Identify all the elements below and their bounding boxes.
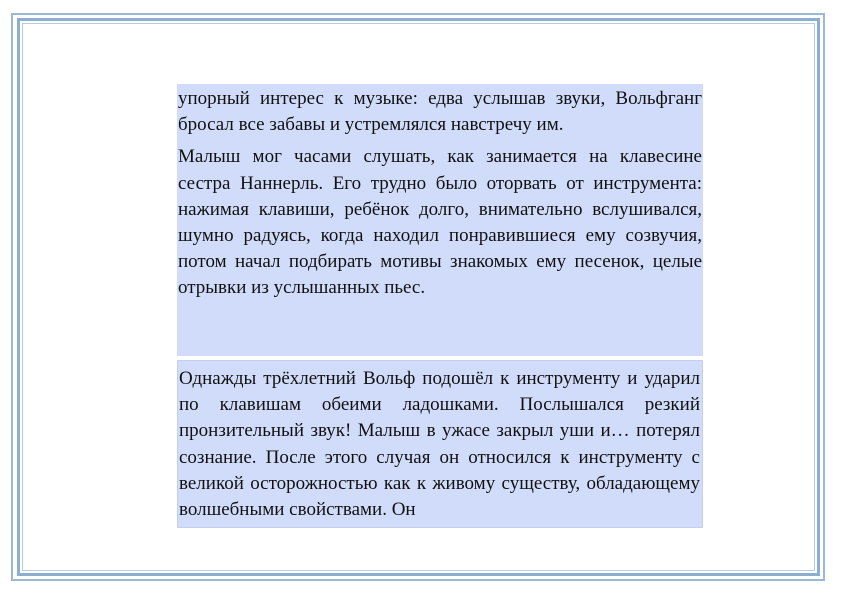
paragraph-listening-sister: Малыш мог часами слушать, как занимается на клавесине сестра Наннерль. Его трудно было оторвать от инструмента: нажимая клавиши, ребёнок долго, внимательно вслушивался, шумно радуясь, когда находил понравившиеся ему созвучия, потом начал подбирать мотивы знакомых ему песенок, целые отрывки из услышанных пьес. (178, 146, 702, 299)
text-block-bottom[interactable] (177, 360, 703, 528)
text-block-top[interactable] (177, 84, 703, 356)
paragraph-three-year-old: Однажды трёхлетний Вольф подошёл к инструменту и ударил по клавишам обеими ладошками. Послышался резкий пронзительный звук! Малыш в ужасе закрыл уши и… потерял сознание. После этого случая он относился к инструменту с великой осторожностью как к живому существу, обладающему волшебными свойствами. Он (179, 368, 700, 521)
paragraph-music-interest: упорный интерес к музыке: едва услышав звуки, Вольфганг бросал все забавы и устремлялся навстречу им. (178, 88, 702, 136)
